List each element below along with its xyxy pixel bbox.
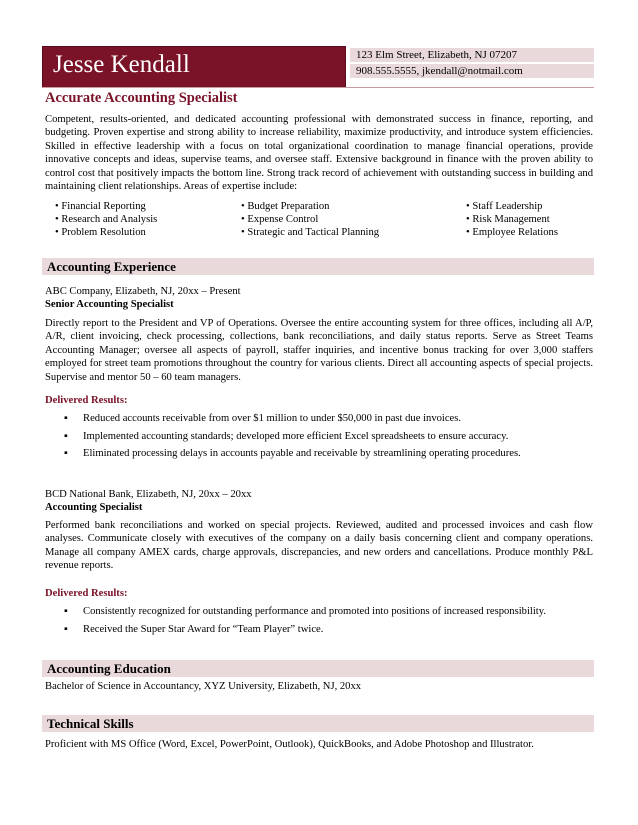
results-label: Delivered Results: [45,588,128,599]
contact-address: 123 Elm Street, Elizabeth, NJ 07207 [356,49,517,61]
candidate-name: Jesse Kendall [53,51,190,78]
expertise-item: • Research and Analysis [55,214,158,225]
bullet-icon: ▪ [64,431,68,442]
expertise-column-1 [55,200,157,239]
section-heading: Accounting Experience [47,259,176,274]
expertise-column-3 [466,200,558,239]
result-item [64,623,323,636]
result-text: Received the Super Star Award for “Team Player” twice. [83,624,324,635]
expertise-item: • Financial Reporting [55,201,146,212]
name-banner [42,46,346,88]
job-title: Accounting Specialist [45,502,143,513]
bullet-icon: ▪ [64,413,68,424]
bullet-icon: ▪ [64,448,68,459]
contact-phone-email-bar [350,64,594,78]
expertise-item: • Problem Resolution [55,227,146,238]
skills-entry: Proficient with MS Office (Word, Excel, PowerPoint, Outlook), QuickBooks, and Adobe Photoshop and Illustrator. [45,739,534,750]
section-experience [42,258,594,275]
contact-address-bar [350,48,594,62]
resume-headline: Accurate Accounting Specialist [45,90,238,106]
expertise-column-2 [241,200,379,239]
job-description: Directly report to the President and VP of Operations. Oversee the entire accounting system for three offices, including all A/P, A/R, client invoicing, check processing, collections, bank reconciliations, and daily status reports. Serve as Street Teams Accounting Manager; oversee all aspects of payroll, staffer inquiries, and incentive bonus tracking for over 3,000 staffers employed for street team promotions throughout the country for various clients. Direct all accounting aspects of special projects. Supervise and mentor 50 – 60 team managers. [45,318,593,383]
section-technical-skills [42,715,594,732]
header-divider [42,87,594,88]
expertise-item: • Risk Management [466,214,550,225]
result-item [64,447,521,460]
expertise-item: • Staff Leadership [466,201,543,212]
bullet-icon: ▪ [64,624,68,635]
bullet-icon: ▪ [64,606,68,617]
result-text: Reduced accounts receivable from over $1 million to under $50,000 in past due invoices. [83,413,462,424]
expertise-item: • Employee Relations [466,227,558,238]
section-education [42,660,594,677]
result-text: Eliminated processing delays in accounts payable and receivable by streamlining operating procedures. [83,448,521,459]
education-entry: Bachelor of Science in Accountancy, XYZ University, Elizabeth, NJ, 20xx [45,681,362,692]
job-company: BCD National Bank, Elizabeth, NJ, 20xx – 20xx [45,489,252,500]
job-title: Senior Accounting Specialist [45,299,174,310]
expertise-item: • Strategic and Tactical Planning [241,227,380,238]
result-text: Implemented accounting standards; developed more efficient Excel spreadsheets to ensure accuracy. [83,431,509,442]
results-label: Delivered Results: [45,395,128,406]
section-heading: Technical Skills [47,716,134,731]
contact-phone-email: 908.555.5555, jkendall@notmail.com [356,65,523,77]
result-item [64,430,508,443]
job-description: Performed bank reconciliations and worked on special projects. Reviewed, audited and processed invoices and cash flow analyses. Communicate closely with executives of the company on a daily basis concerning client and company operations. Manage all company AMEX cards, charge approvals, discrepancies, and new orders and cancellations. Produce monthly P&L revenue reports. [45,520,593,572]
expertise-item: • Expense Control [241,214,319,225]
result-item [64,605,546,618]
expertise-item: • Budget Preparation [241,201,330,212]
job-company: ABC Company, Elizabeth, NJ, 20xx – Present [45,286,241,297]
section-heading: Accounting Education [47,661,171,676]
result-text: Consistently recognized for outstanding performance and promoted into positions of increased responsibility. [83,606,546,617]
result-item [64,412,461,425]
summary-paragraph: Competent, results-oriented, and dedicated accounting professional with demonstrated success in finance, reporting, and budgeting. Proven expertise and strong ability to increase reliability, maximize productivity, and introduce system efficiencies. Skilled in effective leadership with a focus on total organizational coordination to manage financial operations, provide innovative concepts and ideas, supervise teams, and oversee staff. Extensive background in finance with the proven ability to control cost that positively impacts the bottom line. Strong track record of achievement with outstanding success in building and maintaining client relationships. Areas of expertise include: [45,114,593,193]
